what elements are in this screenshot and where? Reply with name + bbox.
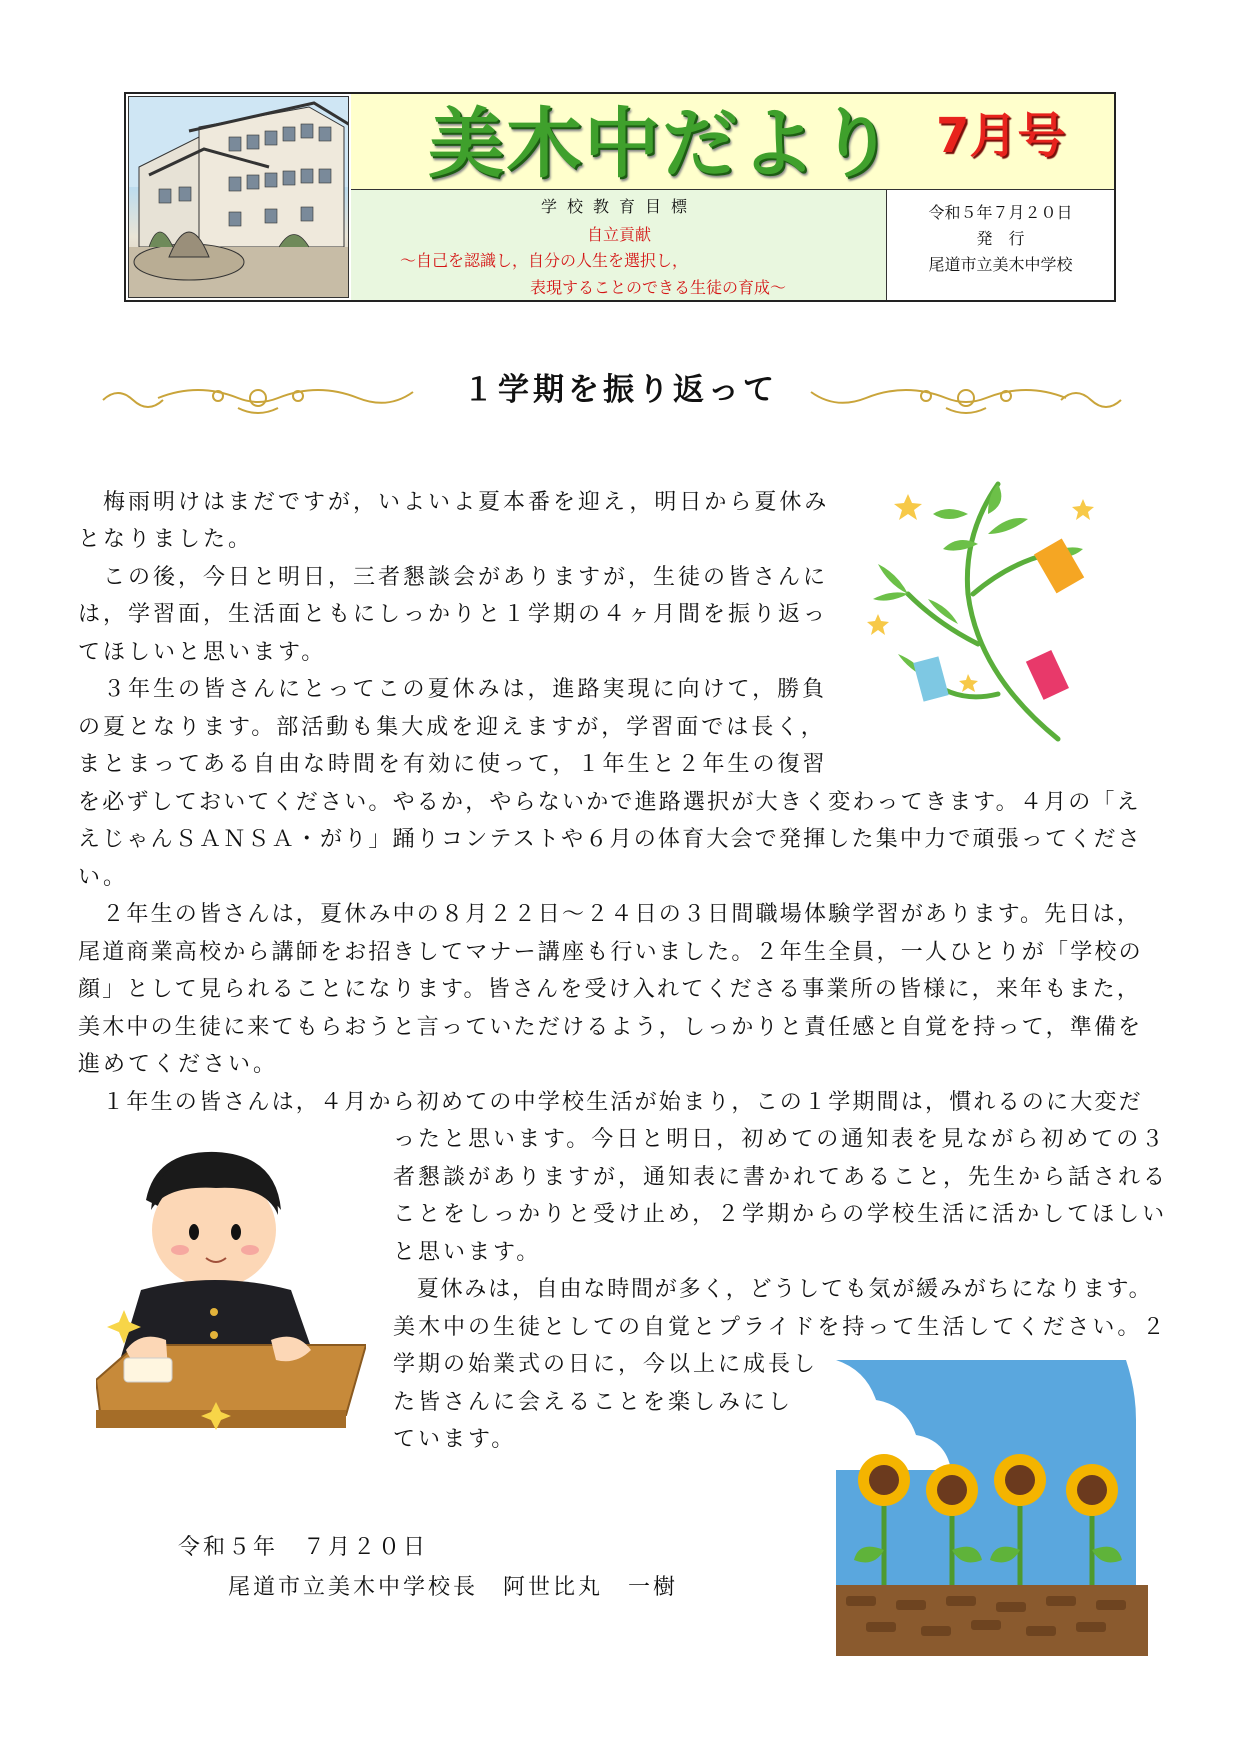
article-line: の夏となります。部活動も集大成を迎えますが，学習面では長く， [78,715,826,740]
publisher-school: 尾道市立美木中学校 [928,255,1073,274]
article-line: ことをしっかりと受け止め，２学期からの学校生活に活かしてほしい [393,1202,1168,1227]
publication-date: 令和５年７月２０日 [928,203,1073,222]
article-line: １年生の皆さんは，４月から初めての中学校生活が始まり，この１学期間は，慣れるのに大変だ [78,1090,1143,1115]
article-line: 夏休みは，自由な時間が多く，どうしても気が緩みがちになります。 [393,1277,1153,1302]
tanabata-bamboo-illustration [858,474,1098,744]
article-line: まとまってある自由な時間を有効に使って，１年生と２年生の復習 [78,752,828,777]
article-line: を必ずしておいてください。やるか，やらないかで進路選択が大きく変わってきます。４月の「え [78,790,1141,815]
article-line: となりました。 [78,527,254,552]
student-cleaning-desk-illustration [96,1140,366,1430]
signature-date: 令和５年 ７月２０日 [178,1535,429,1560]
school-goal-heading: 学校教育目標 [540,197,697,216]
school-building-illustration [128,96,349,298]
school-goal-subtitle-line1: ～自己を認識し，自分の人生を選択し， [400,251,689,270]
article-line: ています。 [393,1427,517,1452]
right-ornament [806,378,1128,422]
article-line: た皆さんに会えることを楽しみにし [393,1390,794,1415]
article-line: 学期の始業式の日に，今以上に成長し [393,1352,819,1377]
newsletter-title: 美木中だより [428,99,896,188]
article-line: い。 [78,865,129,890]
publication-label: 発 行 [976,229,1025,248]
article-line: と思います。 [393,1240,542,1265]
article-line: 美木中の生徒としての自覚とプライドを持って生活してください。２ [393,1315,1168,1340]
article-title: １学期を振り返って [463,372,778,408]
article-line: 顔」として見られることになります。皆さんを受け入れてくださる事業所の皆様に，来年もまた， [78,977,1142,1002]
article-line: てほしいと思います。 [78,640,327,665]
article-line: 梅雨明けはまだですが，いよいよ夏本番を迎え，明日から夏休み [78,490,830,515]
sunflowers-illustration [836,1360,1148,1656]
article-line: は，学習面，生活面ともにしっかりと１学期の４ヶ月間を振り返っ [78,602,829,627]
article-line: この後，今日と明日，三者懇談会がありますが，生徒の皆さんに [78,565,829,590]
article-line: えじゃんＳＡＮＳＡ・がり」踊りコンテストや６月の体育大会で発揮した集中力で頑張ってくださ [78,827,1142,852]
issue-label: 7月号 [936,108,1066,164]
article-line: 進めてください。 [78,1052,279,1077]
article-line: ２年生の皆さんは，夏休み中の８月２２日～２４日の３日間職場体験学習があります。先日は， [78,902,1142,927]
article-line: ３年生の皆さんにとってこの夏休みは，進路実現に向けて，勝負 [78,677,828,702]
school-goal-main: 自立貢献 [586,225,651,244]
article-line: 者懇談がありますが，通知表に書かれてあること，先生から話される [393,1165,1169,1190]
article-line: 尾道商業高校から講師をお招きしてマナー講座も行いました。２年生全員，一人ひとりが「学校の [78,940,1143,965]
article-line: 美木中の生徒に来てもらおうと言っていただけるよう，しっかりと責任感と自覚を持って，準備を [78,1015,1143,1040]
school-goal-subtitle-line2: 表現することのできる生徒の育成～ [530,278,787,297]
article-line: ったと思います。今日と明日，初めての通知表を見ながら初めての３ [393,1127,1167,1152]
signature-name: 尾道市立美木中学校長 阿世比丸 一樹 [228,1575,679,1600]
